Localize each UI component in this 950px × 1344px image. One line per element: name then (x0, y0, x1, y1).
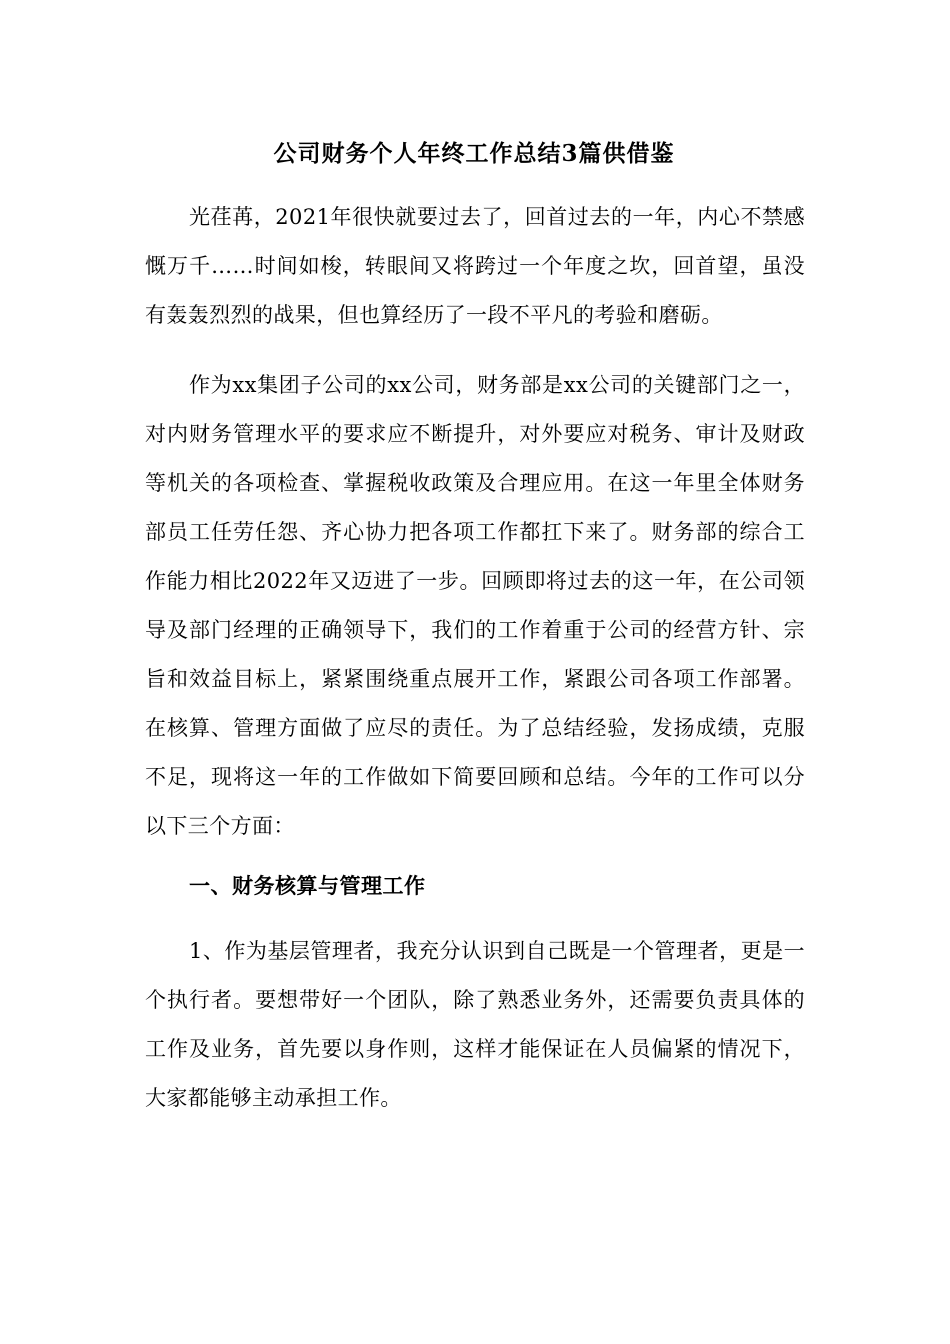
paragraph-intro: 光荏苒，2021年很快就要过去了，回首过去的一年，内心不禁感慨万千……时间如梭，转眼间又将跨过一个年度之坎，回首望，虽没有轰轰烈烈的战果，但也算经历了一段不平凡的考验和磨砺。 (145, 205, 805, 327)
document-title: 公司财务个人年终工作总结3篇供借鉴 (273, 140, 675, 167)
paragraph-department: 作为xx集团子公司的xx公司，财务部是xx公司的关键部门之一，对内财务管理水平的要求应不断提升，对外要应对税务、审计及财政等机关的各项检查、掌握税收政策及合理应用。在这一年里全体财务部员工任劳任怨、齐心协力把各项工作都扛下来了。财务部的综合工作能力相比2022年又迈进了一步。回顾即将过去的这一年，在公司领导及部门经理的正确领导下，我们的工作着重于公司的经营方针、宗旨和效益目标上，紧紧围绕重点展开工作，紧跟公司各项工作部署。在核算、管理方面做了应尽的责任。为了总结经验，发扬成绩，克服不足，现将这一年的工作做如下简要回顾和总结。今年的工作可以分以下三个方面： (145, 373, 805, 838)
paragraph-item-1: 1、作为基层管理者，我充分认识到自己既是一个管理者，更是一个执行者。要想带好一个团队，除了熟悉业务外，还需要负责具体的工作及业务，首先要以身作则，这样才能保证在人员偏紧的情况下，大家都能够主动承担工作。 (145, 939, 805, 1110)
section-heading: 一、财务核算与管理工作 (189, 873, 426, 898)
